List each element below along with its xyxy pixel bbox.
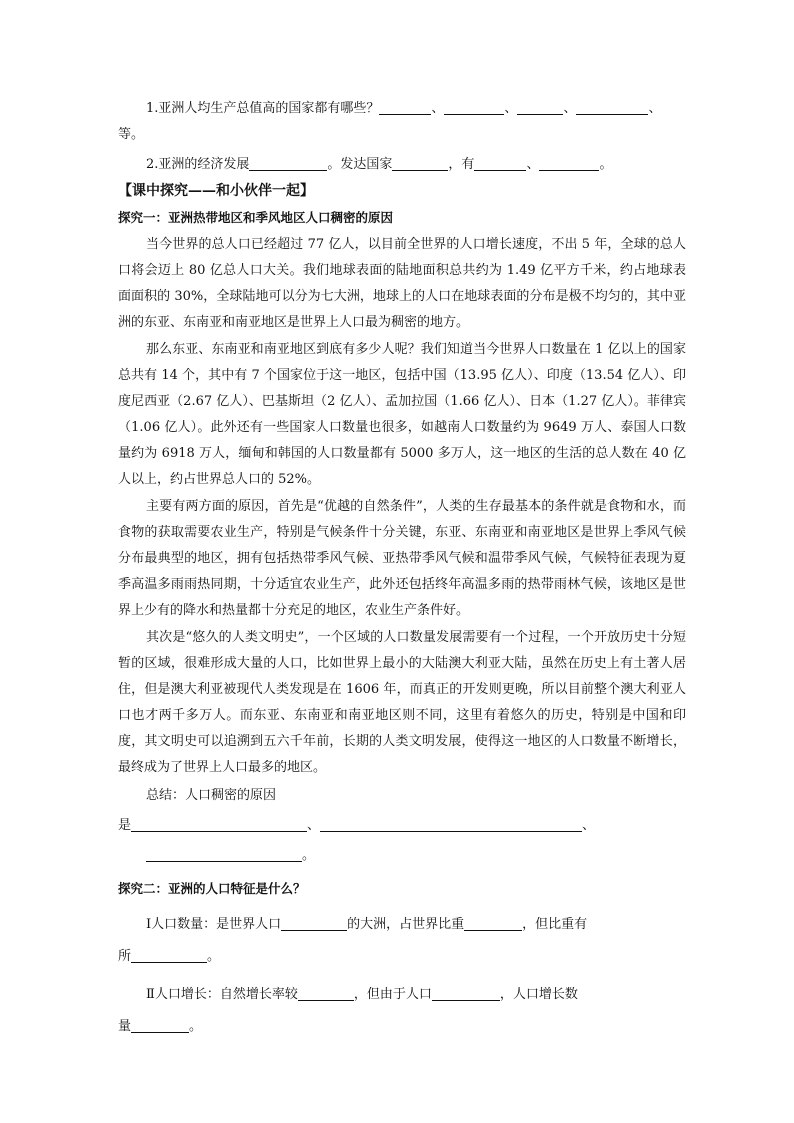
summary-label bbox=[118, 781, 686, 811]
answer-blank[interactable] bbox=[320, 816, 582, 832]
paragraph: 那么东亚、东南亚和南亚地区到底有多少人呢？我们知道当今世界人口数量在 1 亿以上的国家总共有 14 个，其中有 7 个国家位于这一地区，包括中国（13.95 亿人）、印度（13.54 亿人）、印度尼西亚（2.67 亿人）、巴基斯坦（2 亿人）、孟加拉国（1.66 亿人）、日本（1.27 亿人）。菲律宾（1.06 亿人）。此外还有一些国家人口数量也很多，如越南人口数量约为 9649 万人、泰国人口数量约为 6918 万人，缅甸和韩国的人口数量都有 5000 多万人，这一地区的生活的总人数在 40 亿人以上，约占世界总人口的 52%。 bbox=[118, 342, 686, 487]
question-1-continuation bbox=[118, 122, 686, 148]
answer-blank[interactable] bbox=[379, 99, 431, 115]
question-1: 1.亚洲人均生产总值高的国家都有哪些？ 、 、 、 、 bbox=[146, 101, 662, 116]
item-text: ，人口增长数 bbox=[499, 987, 578, 1002]
item-text: 的大洲，占世界比重 bbox=[347, 917, 465, 932]
question-2-text: 。发达国家 bbox=[327, 157, 393, 172]
population-size-item bbox=[118, 909, 686, 941]
population-growth-item-continuation bbox=[118, 1011, 686, 1043]
answer-blank[interactable] bbox=[474, 155, 526, 171]
item-text: Ⅱ人口增长：自然增长率较 bbox=[146, 987, 298, 1002]
paragraph: 当今世界的总人口已经超过 77 亿人，以目前全世界的人口增长速度，不出 5 年，全球的总人口将会迈上 80 亿总人口大关。我们地球表面的陆地面积总共约为 1.49 亿平方千米，约占地球表面面积的 30%，全球陆地可以分为七大洲，地球上的人口在地球表面的分布是极不均匀的，其中亚洲的东亚、东南亚和南亚地区是世界上人口最为稠密的地方。 bbox=[118, 237, 686, 330]
explore-2-title: 探究二：亚洲的人口特征是什么？ bbox=[118, 881, 306, 896]
summary-is-text: 是 bbox=[118, 818, 132, 833]
answer-blank[interactable] bbox=[517, 99, 563, 115]
answer-blank[interactable] bbox=[298, 985, 354, 1001]
section-heading: 【课中探究——和小伙伴一起】 bbox=[118, 183, 314, 199]
question-1-end: 等。 bbox=[118, 127, 145, 142]
answer-blank[interactable] bbox=[539, 155, 599, 171]
summary-answer-line bbox=[118, 841, 686, 871]
worksheet-page bbox=[118, 96, 686, 1043]
item-text: Ⅰ人口数量：是世界人口 bbox=[146, 917, 282, 932]
answer-blank[interactable] bbox=[249, 155, 327, 171]
item-text: ，但由于人口 bbox=[353, 987, 432, 1002]
item-text: 。 bbox=[207, 949, 221, 964]
answer-blank[interactable] bbox=[444, 99, 504, 115]
population-size-item-continuation bbox=[118, 941, 686, 973]
question-2-text: 。 bbox=[599, 157, 613, 172]
question-2: 2.亚洲的经济发展 。发达国家 ，有 、 。 bbox=[146, 157, 613, 172]
item-text: 。 bbox=[189, 1019, 203, 1034]
summary-label-text: 总结：人口稠密的原因 bbox=[146, 788, 277, 803]
question-2-text: ，有 bbox=[448, 157, 475, 172]
separator: 、 bbox=[582, 818, 596, 833]
answer-blank[interactable] bbox=[281, 915, 347, 931]
answer-blank[interactable] bbox=[432, 985, 500, 1001]
answer-blank[interactable] bbox=[464, 915, 522, 931]
item-text: 量 bbox=[118, 1019, 132, 1034]
answer-blank[interactable] bbox=[131, 1017, 189, 1033]
population-growth-item bbox=[118, 979, 686, 1011]
answer-blank[interactable] bbox=[131, 816, 307, 832]
paragraph: 主要有两方面的原因，首先是“优越的自然条件”，人类的生存最基本的条件就是食物和水，而食物的获取需要农业生产，特别是气候条件十分关键，东亚、东南亚和南亚地区是世界上季风气候分布最典型的地区，拥有包括热带季风气候、亚热带季风气候和温带季风气候，气候特征表现为夏季高温多雨雨热同期，十分适宜农业生产，此外还包括终年高温多雨的热带雨林气候，该地区是世界上少有的降水和热量都十分充足的地区，农业生产条件好。 bbox=[118, 499, 686, 618]
answer-blank[interactable] bbox=[146, 846, 302, 862]
answer-blank[interactable] bbox=[576, 99, 648, 115]
separator: 、 bbox=[307, 818, 321, 833]
item-text: 所 bbox=[118, 949, 132, 964]
item-text: ，但比重有 bbox=[522, 917, 588, 932]
paragraph: 其次是“悠久的人类文明史”，一个区域的人口数量发展需要有一个过程，一个开放历史十分短暂的区域，很难形成大量的人口，比如世界上最小的大陆澳大利亚大陆，虽然在历史上有土著人居住，但是澳大利亚被现代人类发现是在 1606 年，而真正的开发则更晚，所以目前整个澳大利亚人口也才两千多万人。而东亚、东南亚和南亚地区则不同，这里有着悠久的历史，特别是中国和印度，其文明史可以追溯到五六千年前，长期的人类文明发展，使得这一地区的人口数量不断增长，最终成为了世界上人口最多的地区。 bbox=[118, 630, 686, 775]
answer-blank[interactable] bbox=[131, 947, 207, 963]
summary-answer-line bbox=[118, 811, 686, 841]
summary-end: 。 bbox=[302, 848, 316, 863]
question-1-text: 1.亚洲人均生产总值高的国家都有哪些？ bbox=[146, 101, 380, 116]
question-2-text: 2.亚洲的经济发展 bbox=[146, 157, 250, 172]
explore-1-title: 探究一：亚洲热带地区和季风地区人口稠密的原因 bbox=[118, 210, 394, 225]
answer-blank[interactable] bbox=[392, 155, 448, 171]
